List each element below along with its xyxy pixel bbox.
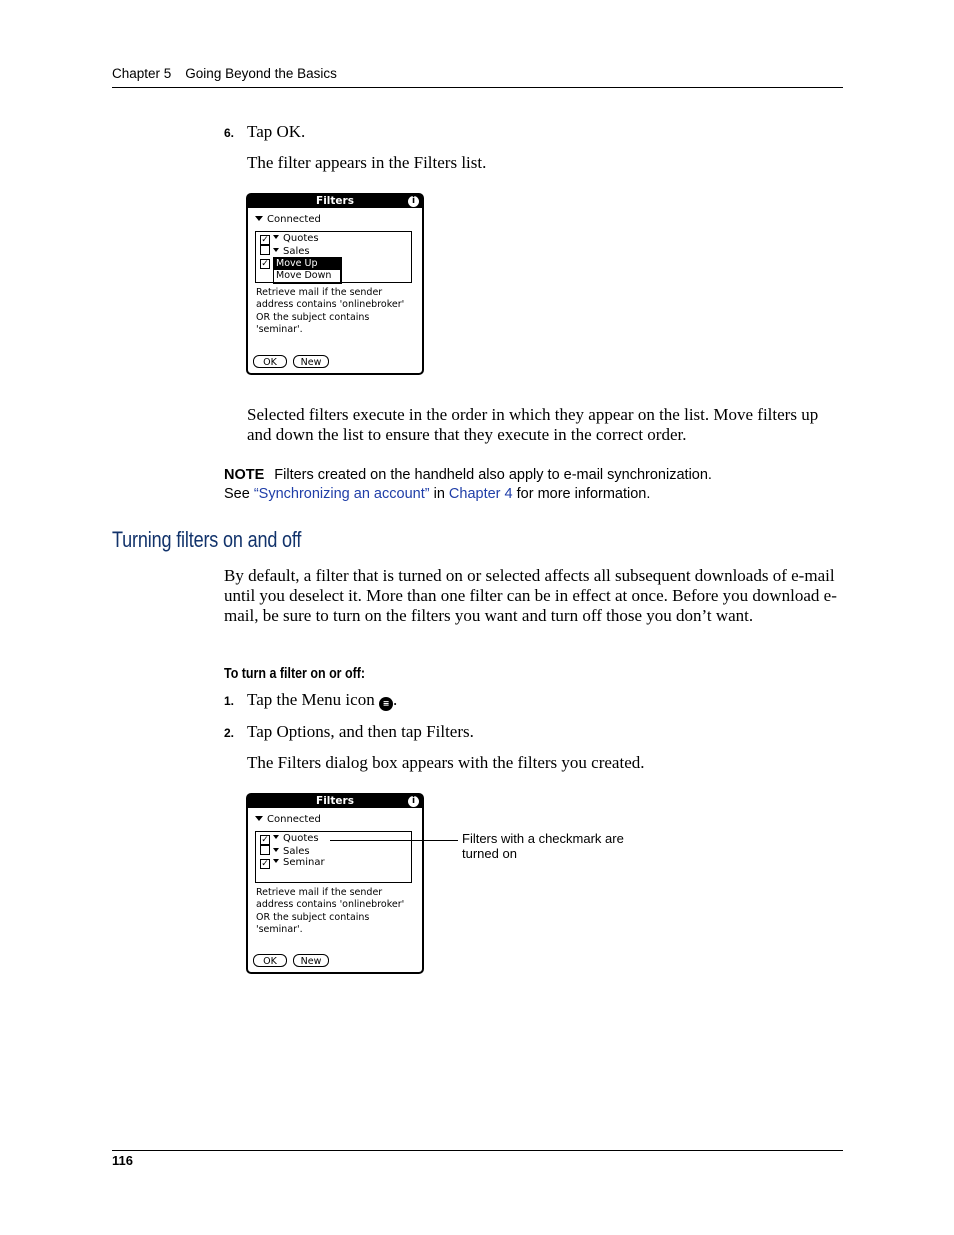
page-number: 116 xyxy=(112,1153,133,1168)
filter-row: Sales xyxy=(260,845,310,857)
filter-row xyxy=(260,257,273,269)
order-paragraph: Selected filters execute in the order in which they appear on the list. Move filters up and down the list to ensure that they execute in the correct order. xyxy=(247,405,819,444)
filter-row: ✓ Quotes xyxy=(261,233,319,245)
dropdown-arrow-icon xyxy=(273,248,279,252)
new-button: New xyxy=(293,954,329,967)
link-chapter-4[interactable]: Chapter 4 xyxy=(448,486,513,502)
link-synchronizing-account[interactable]: “Synchronizing an account” xyxy=(253,486,430,502)
step-result-text: The filter appears in the Filters list. xyxy=(247,153,487,172)
dialog-title: Filters i xyxy=(248,795,422,808)
menu-icon: ≡ xyxy=(379,697,393,711)
callout-leader-line xyxy=(330,840,458,841)
info-icon: i xyxy=(408,796,419,807)
chapter-title: Going Beyond the Basics xyxy=(185,66,337,81)
ok-button: OK xyxy=(253,355,287,368)
category-picker: Connected xyxy=(255,214,321,225)
filters-list xyxy=(255,831,412,883)
filter-description: Retrieve mail if the sender address contains 'onlinebroker' OR the subject contains 'seminar'. xyxy=(256,887,405,935)
dropdown-arrow-icon xyxy=(255,816,263,821)
dropdown-arrow-icon xyxy=(273,235,279,239)
move-popup-menu xyxy=(273,257,342,284)
checked-checkbox-icon: ✓ xyxy=(261,835,269,845)
step-result-text: The Filters dialog box appears with the filters you created. xyxy=(247,753,645,772)
checked-checkbox-icon: ✓ xyxy=(261,235,269,245)
step-number: 6. xyxy=(224,126,235,140)
checked-checkbox-icon: ✓ xyxy=(261,859,269,869)
filter-description: Retrieve mail if the sender address contains 'onlinebroker' OR the subject contains 'seminar'. xyxy=(256,287,405,335)
dropdown-arrow-icon xyxy=(255,216,263,221)
callout-text: Filters with a checkmark are turned on xyxy=(462,831,624,861)
ok-button: OK xyxy=(253,954,287,967)
unchecked-checkbox-icon xyxy=(260,245,270,255)
filter-row: Sales xyxy=(260,245,310,257)
note-text: Filters created on the handheld also apply to e-mail synchronization. xyxy=(274,467,712,483)
checked-checkbox-icon: ✓ xyxy=(261,259,269,269)
section-heading: Turning filters on and off xyxy=(112,527,302,552)
menu-item-move-down: Move Down xyxy=(276,270,332,281)
filters-dialog-screenshot-1 xyxy=(246,193,424,375)
step-number: 1. xyxy=(224,694,235,708)
info-icon: i xyxy=(408,196,419,207)
step-number: 2. xyxy=(224,726,235,740)
filter-row: ✓ Seminar xyxy=(261,857,325,869)
header-rule xyxy=(112,87,843,88)
new-button: New xyxy=(293,355,329,368)
footer-rule xyxy=(112,1150,843,1151)
dropdown-arrow-icon xyxy=(273,859,279,863)
procedure-heading: To turn a filter on or off: xyxy=(224,666,366,682)
note-block: NOTE Filters created on the handheld also apply to e-mail synchronization. See “Synchronizing an account” in Chapter 4 for more information. xyxy=(224,467,712,502)
dialog-title: Filters i xyxy=(248,195,422,208)
note-label: NOTE xyxy=(224,467,265,483)
step-text: Tap OK. xyxy=(247,122,306,141)
chapter-label: Chapter 5 xyxy=(112,66,172,81)
menu-item-move-up: Move Up xyxy=(274,258,340,270)
running-header xyxy=(112,66,337,81)
step-text: Tap the Menu icon ≡ . xyxy=(247,690,398,709)
filter-row: ✓ Quotes xyxy=(261,833,319,845)
filters-dialog-screenshot-2 xyxy=(246,793,424,974)
intro-paragraph: By default, a filter that is turned on or selected affects all subsequent downloads of e-mail until you deselect it. More than one filter can be in effect at once. Before you download e-mail, be sure to turn on the filters you want and turn off those you don’t want. xyxy=(224,566,837,625)
dropdown-arrow-icon xyxy=(273,848,279,852)
step-text: Tap Options, and then tap Filters. xyxy=(247,722,474,741)
unchecked-checkbox-icon xyxy=(260,845,270,855)
dropdown-arrow-icon xyxy=(273,835,279,839)
category-picker: Connected xyxy=(255,814,321,825)
